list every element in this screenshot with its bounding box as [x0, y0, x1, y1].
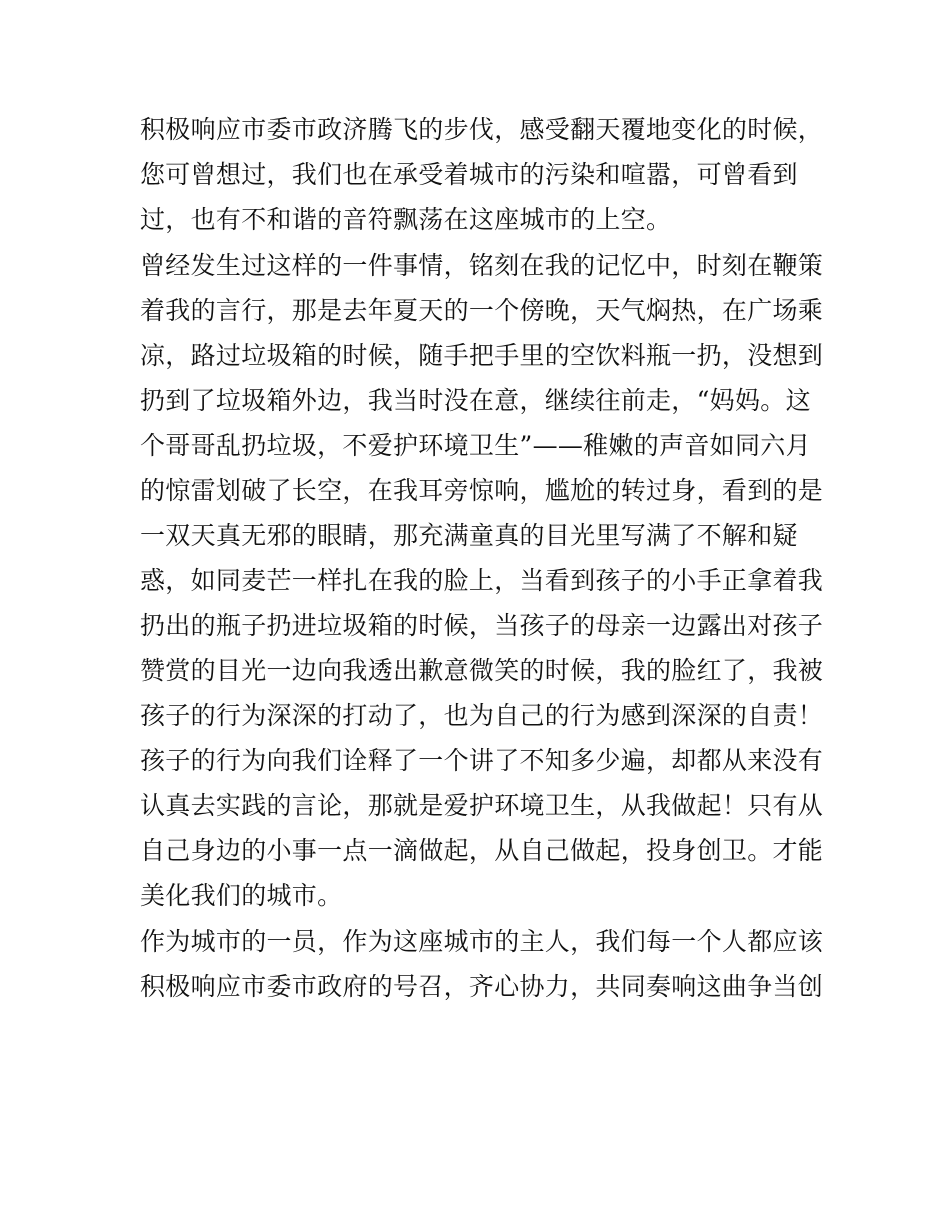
text-line: 一双天真无邪的眼睛，那充满童真的目光里写满了不解和疑: [140, 521, 798, 550]
text-line: 美化我们的城市。: [140, 881, 343, 910]
text-line: 孩子的行为深深的打动了，也为自己的行为感到深深的自责！: [140, 701, 824, 730]
text-line: 个哥哥乱扔垃圾，不爱护环境卫生”——稚嫩的声音如同六月: [140, 431, 811, 460]
text-line: 惑，如同麦芒一样扎在我的脸上，当看到孩子的小手正拿着我: [140, 566, 824, 595]
text-line: 认真去实践的言论，那就是爱护环境卫生，从我做起！只有从: [140, 791, 824, 820]
text-line: 过，也有不和谐的音符飘荡在这座城市的上空。: [140, 205, 672, 234]
text-line: 着我的言行，那是去年夏天的一个傍晚，天气焖热，在广场乘: [140, 296, 824, 325]
text-line: 孩子的行为向我们诠释了一个讲了不知多少遍，却都从来没有: [140, 746, 824, 775]
text-line: 扔出的瓶子扔进垃圾箱的时候，当孩子的母亲一边露出对孩子: [140, 611, 824, 640]
text-line: 作为城市的一员，作为这座城市的主人，我们每一个人都应该: [140, 927, 824, 956]
text-line: 赞赏的目光一边向我透出歉意微笑的时候，我的脸红了，我被: [140, 656, 824, 685]
text-line: 凉，路过垃圾箱的时候，随手把手里的空饮料瓶一扔，没想到: [140, 341, 824, 370]
text-line: 积极响应市委市政济腾飞的步伐，感受翻天覆地变化的时候，: [140, 115, 824, 144]
text-line: 曾经发生过这样的一件事情，铭刻在我的记忆中，时刻在鞭策: [140, 251, 824, 280]
text-line: 您可曾想过，我们也在承受着城市的污染和喧嚣，可曾看到: [140, 160, 798, 189]
text-line: 的惊雷划破了长空，在我耳旁惊响，尴尬的转过身，看到的是: [140, 476, 824, 505]
text-line: 积极响应市委市政府的号召，齐心协力，共同奏响这曲争当创: [140, 972, 824, 1001]
text-line: 扔到了垃圾箱外边，我当时没在意，继续往前走，“妈妈。这: [140, 386, 811, 415]
document-body: [140, 107, 824, 1009]
text-line: 自己身边的小事一点一滴做起，从自己做起，投身创卫。才能: [140, 836, 824, 865]
